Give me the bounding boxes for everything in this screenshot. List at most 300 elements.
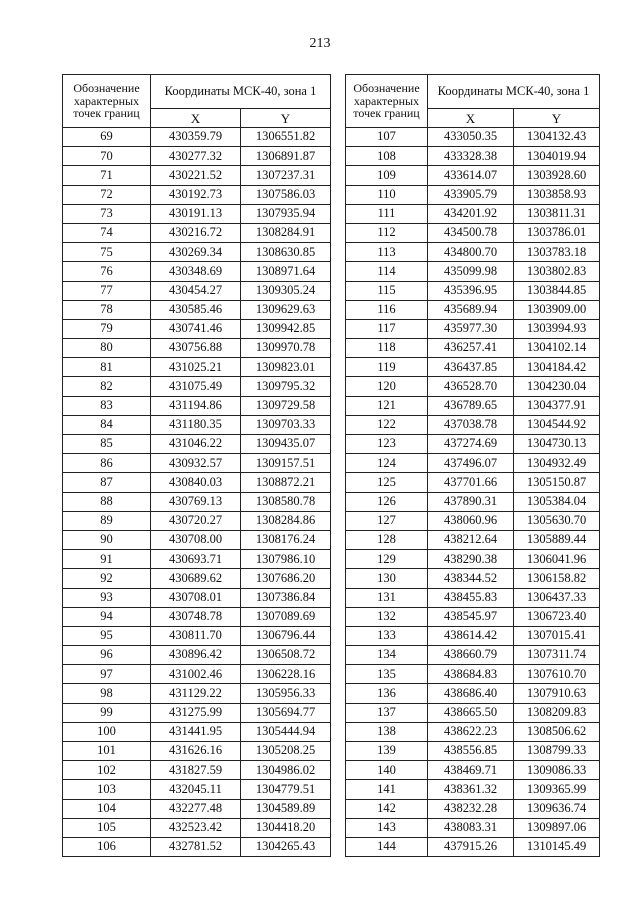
x-coordinate-cell: 433050.35 — [428, 128, 514, 147]
point-id-cell: 126 — [346, 492, 428, 511]
point-id-cell: 79 — [63, 319, 151, 338]
y-coordinate-cell: 1307015.41 — [514, 626, 600, 645]
table-body-right — [346, 128, 600, 857]
table-row — [63, 204, 331, 223]
x-coordinate-cell: 433905.79 — [428, 185, 514, 204]
y-coordinate-cell: 1305889.44 — [514, 530, 600, 549]
x-coordinate-cell: 430191.13 — [151, 204, 241, 223]
point-id-cell: 69 — [63, 128, 151, 147]
x-coordinate-cell: 432523.42 — [151, 818, 241, 837]
y-coordinate-cell: 1303811.31 — [514, 204, 600, 223]
header-point-line: Обозначение — [353, 81, 420, 96]
point-id-cell: 91 — [63, 550, 151, 569]
x-coordinate-cell: 430277.32 — [151, 147, 241, 166]
y-coordinate-cell: 1304932.49 — [514, 454, 600, 473]
y-coordinate-cell: 1306723.40 — [514, 607, 600, 626]
y-coordinate-cell: 1304986.02 — [241, 761, 331, 780]
table-row — [63, 454, 331, 473]
x-coordinate-cell: 430454.27 — [151, 281, 241, 300]
point-id-cell: 142 — [346, 799, 428, 818]
header-coordinates: Координаты МСК-40, зона 1 — [151, 75, 331, 109]
point-id-cell: 136 — [346, 684, 428, 703]
point-id-cell: 109 — [346, 166, 428, 185]
x-coordinate-cell: 437915.26 — [428, 837, 514, 856]
point-id-cell: 124 — [346, 454, 428, 473]
table-row — [63, 550, 331, 569]
table-row — [63, 703, 331, 722]
table-row — [63, 818, 331, 837]
x-coordinate-cell: 431441.95 — [151, 722, 241, 741]
table-row — [346, 588, 600, 607]
x-coordinate-cell: 438290.38 — [428, 550, 514, 569]
table-row — [346, 511, 600, 530]
table-row — [63, 569, 331, 588]
point-id-cell: 95 — [63, 626, 151, 645]
x-coordinate-cell: 437701.66 — [428, 473, 514, 492]
x-coordinate-cell: 430720.27 — [151, 511, 241, 530]
x-coordinate-cell: 431626.16 — [151, 742, 241, 761]
y-coordinate-cell: 1304102.14 — [514, 339, 600, 358]
point-id-cell: 78 — [63, 300, 151, 319]
table-row — [63, 511, 331, 530]
point-id-cell: 117 — [346, 319, 428, 338]
point-id-cell: 74 — [63, 223, 151, 242]
x-coordinate-cell: 438556.85 — [428, 742, 514, 761]
point-id-cell: 98 — [63, 684, 151, 703]
point-id-cell: 87 — [63, 473, 151, 492]
y-coordinate-cell: 1309305.24 — [241, 281, 331, 300]
y-coordinate-cell: 1303802.83 — [514, 262, 600, 281]
x-coordinate-cell: 435689.94 — [428, 300, 514, 319]
table-row — [63, 646, 331, 665]
x-coordinate-cell: 435396.95 — [428, 281, 514, 300]
y-coordinate-cell: 1306437.33 — [514, 588, 600, 607]
point-id-cell: 130 — [346, 569, 428, 588]
table-row — [346, 319, 600, 338]
x-coordinate-cell: 438622.23 — [428, 722, 514, 741]
point-id-cell: 131 — [346, 588, 428, 607]
point-id-cell: 137 — [346, 703, 428, 722]
table-row — [346, 128, 600, 147]
y-coordinate-cell: 1307610.70 — [514, 665, 600, 684]
x-coordinate-cell: 430748.78 — [151, 607, 241, 626]
y-coordinate-cell: 1308799.33 — [514, 742, 600, 761]
x-coordinate-cell: 432781.52 — [151, 837, 241, 856]
x-coordinate-cell: 430811.70 — [151, 626, 241, 645]
y-coordinate-cell: 1304230.04 — [514, 377, 600, 396]
x-coordinate-cell: 433614.07 — [428, 166, 514, 185]
y-coordinate-cell: 1304184.42 — [514, 358, 600, 377]
x-coordinate-cell: 438614.42 — [428, 626, 514, 645]
point-id-cell: 106 — [63, 837, 151, 856]
x-coordinate-cell: 430689.62 — [151, 569, 241, 588]
table-row — [63, 300, 331, 319]
x-coordinate-cell: 436437.85 — [428, 358, 514, 377]
table-row — [346, 799, 600, 818]
x-coordinate-cell: 430708.01 — [151, 588, 241, 607]
table-row — [63, 415, 331, 434]
x-coordinate-cell: 431827.59 — [151, 761, 241, 780]
point-id-cell: 135 — [346, 665, 428, 684]
header-point-designation — [63, 75, 151, 128]
table-row — [346, 415, 600, 434]
y-coordinate-cell: 1307910.63 — [514, 684, 600, 703]
table-row — [63, 665, 331, 684]
y-coordinate-cell: 1308872.21 — [241, 473, 331, 492]
table-row — [63, 166, 331, 185]
table-row — [63, 588, 331, 607]
point-id-cell: 72 — [63, 185, 151, 204]
table-row — [63, 722, 331, 741]
table-row — [63, 377, 331, 396]
table-row — [346, 166, 600, 185]
x-coordinate-cell: 438545.97 — [428, 607, 514, 626]
table-row — [346, 703, 600, 722]
point-id-cell: 116 — [346, 300, 428, 319]
table-row — [346, 492, 600, 511]
table-row — [63, 684, 331, 703]
x-coordinate-cell: 431275.99 — [151, 703, 241, 722]
x-coordinate-cell: 430769.13 — [151, 492, 241, 511]
table-row — [63, 626, 331, 645]
table-row — [63, 281, 331, 300]
point-id-cell: 128 — [346, 530, 428, 549]
point-id-cell: 115 — [346, 281, 428, 300]
table-row — [346, 339, 600, 358]
y-coordinate-cell: 1308630.85 — [241, 243, 331, 262]
table-row — [346, 550, 600, 569]
x-coordinate-cell: 438684.83 — [428, 665, 514, 684]
table-row — [346, 742, 600, 761]
table-row — [63, 396, 331, 415]
table-row — [346, 204, 600, 223]
y-coordinate-cell: 1303844.85 — [514, 281, 600, 300]
y-coordinate-cell: 1309157.51 — [241, 454, 331, 473]
table-row — [63, 780, 331, 799]
table-row — [346, 454, 600, 473]
table-row — [63, 761, 331, 780]
point-id-cell: 108 — [346, 147, 428, 166]
y-coordinate-cell: 1309629.63 — [241, 300, 331, 319]
y-coordinate-cell: 1307935.94 — [241, 204, 331, 223]
point-id-cell: 70 — [63, 147, 151, 166]
y-coordinate-cell: 1304418.20 — [241, 818, 331, 837]
table-row — [346, 435, 600, 454]
table-row — [346, 396, 600, 415]
point-id-cell: 80 — [63, 339, 151, 358]
y-coordinate-cell: 1306796.44 — [241, 626, 331, 645]
x-coordinate-cell: 435977.30 — [428, 319, 514, 338]
point-id-cell: 81 — [63, 358, 151, 377]
y-coordinate-cell: 1305384.04 — [514, 492, 600, 511]
y-coordinate-cell: 1309086.33 — [514, 761, 600, 780]
y-coordinate-cell: 1309823.01 — [241, 358, 331, 377]
point-id-cell: 99 — [63, 703, 151, 722]
table-row — [63, 147, 331, 166]
x-coordinate-cell: 430585.46 — [151, 300, 241, 319]
point-id-cell: 105 — [63, 818, 151, 837]
point-id-cell: 83 — [63, 396, 151, 415]
table-row — [63, 837, 331, 856]
x-coordinate-cell: 430741.46 — [151, 319, 241, 338]
point-id-cell: 104 — [63, 799, 151, 818]
point-id-cell: 134 — [346, 646, 428, 665]
point-id-cell: 97 — [63, 665, 151, 684]
point-id-cell: 73 — [63, 204, 151, 223]
y-coordinate-cell: 1308209.83 — [514, 703, 600, 722]
x-coordinate-cell: 430756.88 — [151, 339, 241, 358]
x-coordinate-cell: 431025.21 — [151, 358, 241, 377]
point-id-cell: 77 — [63, 281, 151, 300]
table-row — [346, 262, 600, 281]
point-id-cell: 138 — [346, 722, 428, 741]
x-coordinate-cell: 431075.49 — [151, 377, 241, 396]
x-coordinate-cell: 431129.22 — [151, 684, 241, 703]
point-id-cell: 93 — [63, 588, 151, 607]
y-coordinate-cell: 1304265.43 — [241, 837, 331, 856]
point-id-cell: 143 — [346, 818, 428, 837]
x-coordinate-cell: 438665.50 — [428, 703, 514, 722]
header-point-designation — [346, 75, 428, 128]
x-coordinate-cell: 430216.72 — [151, 223, 241, 242]
y-coordinate-cell: 1303783.18 — [514, 243, 600, 262]
y-coordinate-cell: 1304730.13 — [514, 435, 600, 454]
table-row — [63, 243, 331, 262]
point-id-cell: 122 — [346, 415, 428, 434]
point-id-cell: 120 — [346, 377, 428, 396]
x-coordinate-cell: 437890.31 — [428, 492, 514, 511]
x-coordinate-cell: 432277.48 — [151, 799, 241, 818]
y-coordinate-cell: 1304779.51 — [241, 780, 331, 799]
y-coordinate-cell: 1309365.99 — [514, 780, 600, 799]
point-id-cell: 127 — [346, 511, 428, 530]
table-row — [346, 780, 600, 799]
table-row — [346, 530, 600, 549]
point-id-cell: 112 — [346, 223, 428, 242]
y-coordinate-cell: 1304132.43 — [514, 128, 600, 147]
x-coordinate-cell: 436789.65 — [428, 396, 514, 415]
table-row — [346, 646, 600, 665]
table-row — [63, 339, 331, 358]
x-coordinate-cell: 430221.52 — [151, 166, 241, 185]
x-coordinate-cell: 436528.70 — [428, 377, 514, 396]
point-id-cell: 75 — [63, 243, 151, 262]
point-id-cell: 141 — [346, 780, 428, 799]
x-coordinate-cell: 438455.83 — [428, 588, 514, 607]
table-row — [346, 300, 600, 319]
point-id-cell: 114 — [346, 262, 428, 281]
table-row — [346, 818, 600, 837]
point-id-cell: 102 — [63, 761, 151, 780]
point-id-cell: 88 — [63, 492, 151, 511]
table-row — [346, 223, 600, 242]
x-coordinate-cell: 438361.32 — [428, 780, 514, 799]
page-number: 213 — [309, 36, 331, 51]
y-coordinate-cell: 1304544.92 — [514, 415, 600, 434]
table-row — [346, 185, 600, 204]
y-coordinate-cell: 1306158.82 — [514, 569, 600, 588]
y-coordinate-cell: 1305956.33 — [241, 684, 331, 703]
y-coordinate-cell: 1304377.91 — [514, 396, 600, 415]
y-coordinate-cell: 1307089.69 — [241, 607, 331, 626]
y-coordinate-cell: 1305208.25 — [241, 742, 331, 761]
point-id-cell: 121 — [346, 396, 428, 415]
header-y: Y — [514, 109, 600, 128]
y-coordinate-cell: 1306891.87 — [241, 147, 331, 166]
table-row — [346, 607, 600, 626]
x-coordinate-cell: 438469.71 — [428, 761, 514, 780]
header-point-line: Обозначение — [73, 81, 140, 96]
y-coordinate-cell: 1309795.32 — [241, 377, 331, 396]
point-id-cell: 71 — [63, 166, 151, 185]
point-id-cell: 103 — [63, 780, 151, 799]
table-row — [346, 473, 600, 492]
x-coordinate-cell: 430269.34 — [151, 243, 241, 262]
y-coordinate-cell: 1309636.74 — [514, 799, 600, 818]
point-id-cell: 119 — [346, 358, 428, 377]
y-coordinate-cell: 1309729.58 — [241, 396, 331, 415]
x-coordinate-cell: 437038.78 — [428, 415, 514, 434]
table-row — [346, 722, 600, 741]
table-row — [346, 147, 600, 166]
y-coordinate-cell: 1307386.84 — [241, 588, 331, 607]
y-coordinate-cell: 1307586.03 — [241, 185, 331, 204]
y-coordinate-cell: 1303994.93 — [514, 319, 600, 338]
x-coordinate-cell: 437496.07 — [428, 454, 514, 473]
table-row — [63, 223, 331, 242]
x-coordinate-cell: 438083.31 — [428, 818, 514, 837]
point-id-cell: 110 — [346, 185, 428, 204]
table-row — [346, 243, 600, 262]
y-coordinate-cell: 1306508.72 — [241, 646, 331, 665]
x-coordinate-cell: 434201.92 — [428, 204, 514, 223]
y-coordinate-cell: 1308176.24 — [241, 530, 331, 549]
table-row — [63, 128, 331, 147]
point-id-cell: 94 — [63, 607, 151, 626]
table-row — [346, 761, 600, 780]
point-id-cell: 107 — [346, 128, 428, 147]
table-row — [63, 607, 331, 626]
point-id-cell: 101 — [63, 742, 151, 761]
point-id-cell: 90 — [63, 530, 151, 549]
point-id-cell: 84 — [63, 415, 151, 434]
y-coordinate-cell: 1307686.20 — [241, 569, 331, 588]
y-coordinate-cell: 1306041.96 — [514, 550, 600, 569]
y-coordinate-cell: 1303928.60 — [514, 166, 600, 185]
x-coordinate-cell: 430708.00 — [151, 530, 241, 549]
header-point-line: точек границ — [353, 106, 420, 121]
x-coordinate-cell: 432045.11 — [151, 780, 241, 799]
point-id-cell: 76 — [63, 262, 151, 281]
header-point-line: характерных — [353, 93, 420, 108]
point-id-cell: 139 — [346, 742, 428, 761]
y-coordinate-cell: 1309703.33 — [241, 415, 331, 434]
y-coordinate-cell: 1308284.91 — [241, 223, 331, 242]
y-coordinate-cell: 1305150.87 — [514, 473, 600, 492]
table-row — [346, 665, 600, 684]
header-point-line: характерных — [73, 93, 140, 108]
y-coordinate-cell: 1305444.94 — [241, 722, 331, 741]
header-point-line: точек границ — [73, 106, 140, 121]
y-coordinate-cell: 1306551.82 — [241, 128, 331, 147]
y-coordinate-cell: 1307311.74 — [514, 646, 600, 665]
point-id-cell: 144 — [346, 837, 428, 856]
y-coordinate-cell: 1309970.78 — [241, 339, 331, 358]
point-id-cell: 113 — [346, 243, 428, 262]
x-coordinate-cell: 438686.40 — [428, 684, 514, 703]
x-coordinate-cell: 430932.57 — [151, 454, 241, 473]
table-row — [63, 492, 331, 511]
table-row — [346, 377, 600, 396]
point-id-cell: 140 — [346, 761, 428, 780]
coordinates-table-right — [345, 74, 600, 857]
table-row — [63, 262, 331, 281]
point-id-cell: 85 — [63, 435, 151, 454]
x-coordinate-cell: 431194.86 — [151, 396, 241, 415]
y-coordinate-cell: 1303786.01 — [514, 223, 600, 242]
table-row — [63, 530, 331, 549]
header-coordinates: Координаты МСК-40, зона 1 — [428, 75, 600, 109]
point-id-cell: 118 — [346, 339, 428, 358]
y-coordinate-cell: 1305630.70 — [514, 511, 600, 530]
x-coordinate-cell: 431046.22 — [151, 435, 241, 454]
x-coordinate-cell: 437274.69 — [428, 435, 514, 454]
table-row — [63, 319, 331, 338]
y-coordinate-cell: 1307237.31 — [241, 166, 331, 185]
table-row — [63, 799, 331, 818]
x-coordinate-cell: 430348.69 — [151, 262, 241, 281]
point-id-cell: 132 — [346, 607, 428, 626]
table-row — [63, 185, 331, 204]
x-coordinate-cell: 430693.71 — [151, 550, 241, 569]
table-row — [346, 569, 600, 588]
x-coordinate-cell: 438344.52 — [428, 569, 514, 588]
x-coordinate-cell: 438232.28 — [428, 799, 514, 818]
x-coordinate-cell: 430359.79 — [151, 128, 241, 147]
x-coordinate-cell: 433328.38 — [428, 147, 514, 166]
x-coordinate-cell: 431002.46 — [151, 665, 241, 684]
x-coordinate-cell: 430192.73 — [151, 185, 241, 204]
table-body-left — [63, 128, 331, 857]
y-coordinate-cell: 1305694.77 — [241, 703, 331, 722]
table-row — [346, 626, 600, 645]
y-coordinate-cell: 1308971.64 — [241, 262, 331, 281]
table-row — [346, 281, 600, 300]
x-coordinate-cell: 435099.98 — [428, 262, 514, 281]
x-coordinate-cell: 434500.78 — [428, 223, 514, 242]
x-coordinate-cell: 430840.03 — [151, 473, 241, 492]
x-coordinate-cell: 438660.79 — [428, 646, 514, 665]
y-coordinate-cell: 1308506.62 — [514, 722, 600, 741]
point-id-cell: 123 — [346, 435, 428, 454]
y-coordinate-cell: 1303858.93 — [514, 185, 600, 204]
y-coordinate-cell: 1306228.16 — [241, 665, 331, 684]
header-x: X — [428, 109, 514, 128]
point-id-cell: 82 — [63, 377, 151, 396]
y-coordinate-cell: 1304589.89 — [241, 799, 331, 818]
table-row — [346, 837, 600, 856]
point-id-cell: 125 — [346, 473, 428, 492]
point-id-cell: 129 — [346, 550, 428, 569]
header-y: Y — [241, 109, 331, 128]
x-coordinate-cell: 438212.64 — [428, 530, 514, 549]
point-id-cell: 100 — [63, 722, 151, 741]
point-id-cell: 133 — [346, 626, 428, 645]
point-id-cell: 111 — [346, 204, 428, 223]
point-id-cell: 92 — [63, 569, 151, 588]
y-coordinate-cell: 1304019.94 — [514, 147, 600, 166]
y-coordinate-cell: 1308284.86 — [241, 511, 331, 530]
